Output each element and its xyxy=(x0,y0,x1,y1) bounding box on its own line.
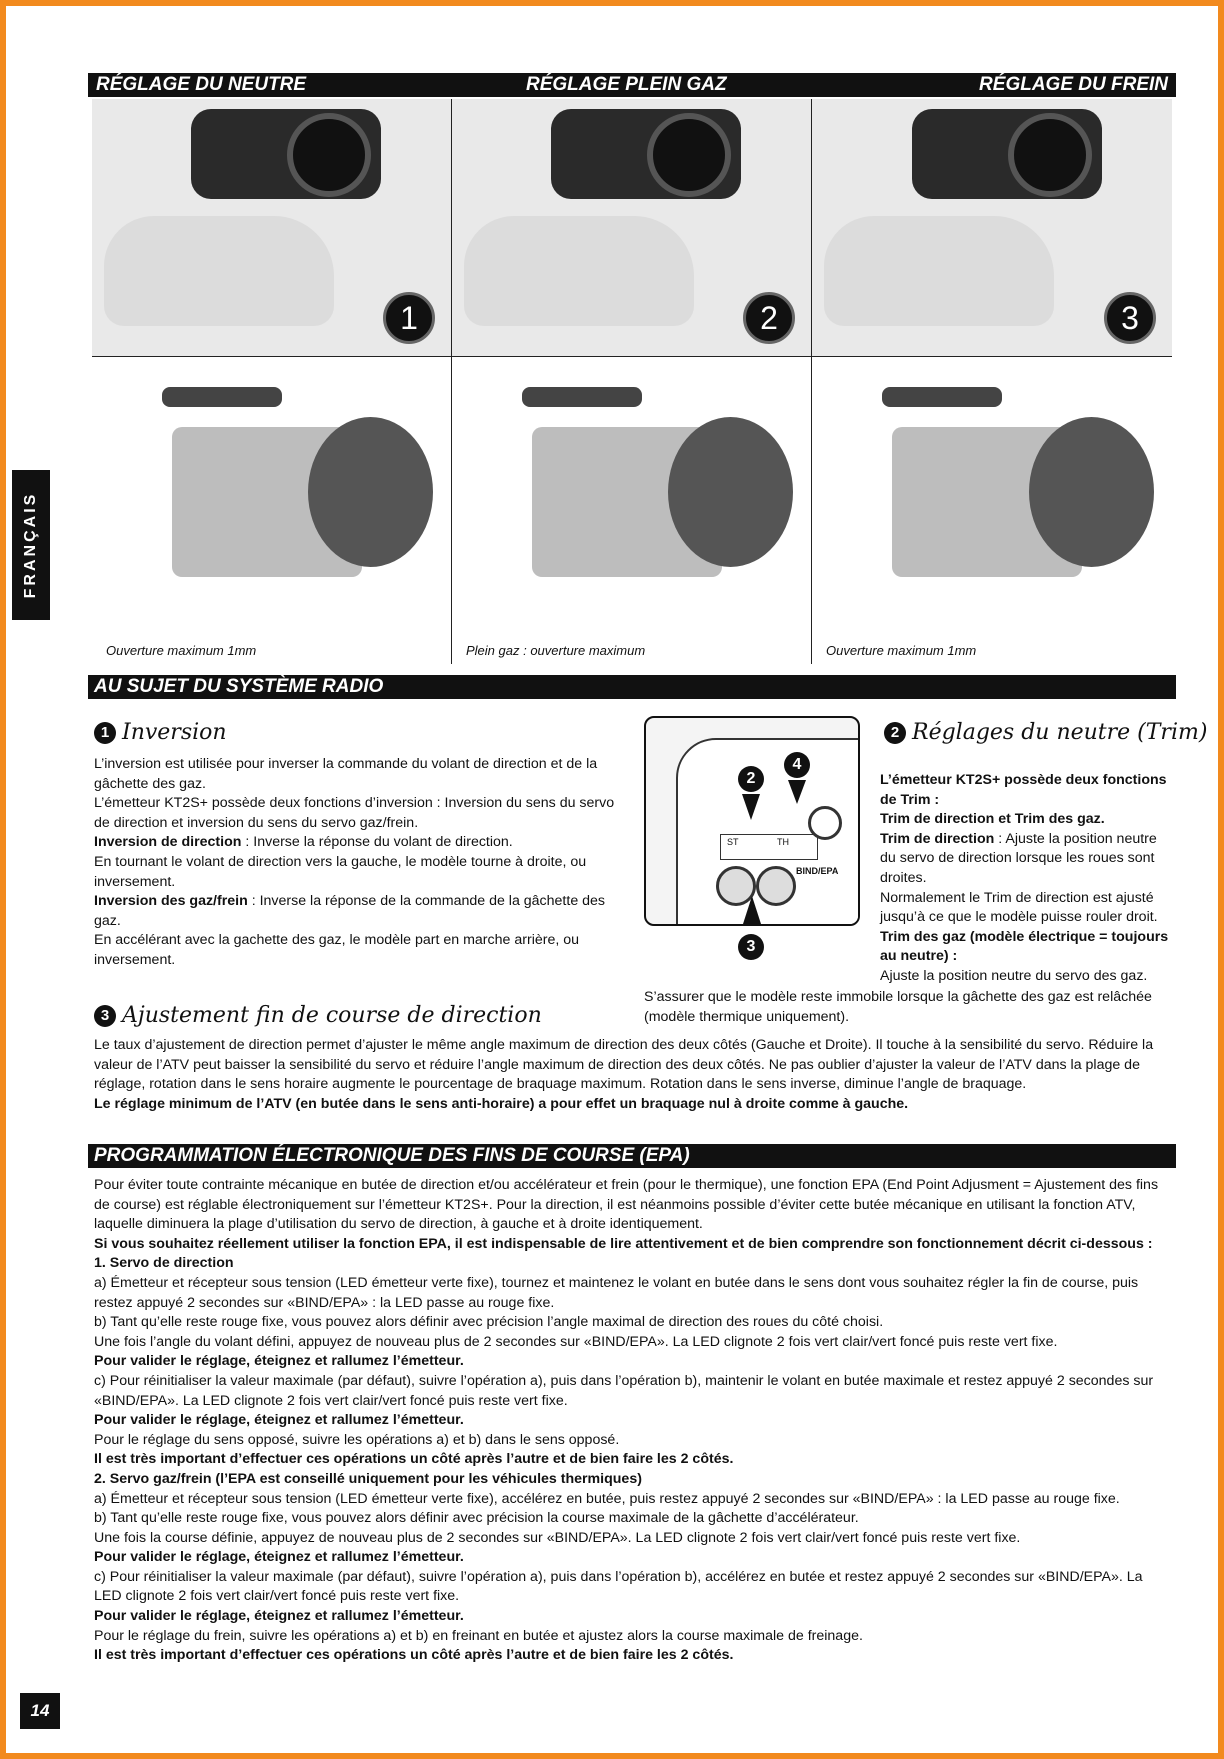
language-tab: FRANÇAIS xyxy=(12,470,50,620)
bind-button xyxy=(808,806,842,840)
linkage-image xyxy=(522,387,642,407)
inversion-text: L’inversion est utilisée pour inverser la commande du volant de direction et de la gâchette des gaz. L’émetteur KT2S+ possède deux fonctions d’inversion : Inversion du sens du servo de direction et inversion du sens du servo gaz/frein. Inversion de direction : Inverse la réponse du volant de direction. En tournant le volant de direction vers la gauche, le modèle tourne à droite, ou inversement. Inversion des gaz/frein : Inverse la réponse de la commande de la gâchette des gaz. En accélérant avec la gachette des gaz, le modèle part en marche arrière, ou inversement. xyxy=(94,756,615,968)
section-number-badge: 1 xyxy=(94,722,116,744)
brake-engine-diagram xyxy=(812,357,1172,664)
neutral-transmitter-photo xyxy=(92,99,452,357)
switch-panel: ST TH xyxy=(720,834,818,860)
step-number-badge: 3 xyxy=(1104,292,1156,344)
callout-2: 2 xyxy=(738,766,764,792)
steering-wheel-image xyxy=(647,113,731,197)
callout-arrow-4 xyxy=(788,780,806,804)
header-full-throttle: RÉGLAGE PLEIN GAZ xyxy=(526,74,727,95)
section-number-badge: 3 xyxy=(94,1005,116,1027)
callout-4: 4 xyxy=(784,752,810,778)
setup-photo-grid xyxy=(92,99,1172,664)
flywheel-image xyxy=(668,417,793,567)
callout-arrow-2 xyxy=(742,794,760,820)
neutral-engine-diagram xyxy=(92,357,452,664)
trim-text-continued: S’assurer que le modèle reste immobile lorsque la gâchette des gaz est relâchée (modèle thermique uniquement). xyxy=(644,989,1152,1025)
transmitter-controls-diagram xyxy=(644,716,860,926)
hand-image xyxy=(464,216,694,326)
trim-knob-right xyxy=(756,866,796,906)
steering-wheel-image xyxy=(287,113,371,197)
section-number-badge: 2 xyxy=(884,722,906,744)
atv-text: Le taux d’ajustement de direction permet d’ajuster le même angle maximum de direction des deux côtés (Gauche et Droite). Il touche à la sensibilité du servo. Réduire la valeur de l’ATV peut baisser la sensibilité du servo et réduire l’angle maximum de direction des deux côtés. Ne pas oublier d’ajuster la valeur de l’ATV dans la plage de réglage, rotation dans le sens horaire augmente le pourcentage de braquage maximum. Rotation dans le sens inverse, diminue l’angle de braquage. Le réglage minimum de l’ATV (en butée dans le sens anti-horaire) a pour effet un braquage nul à droite comme à gauche. xyxy=(94,1037,1154,1112)
diagram-caption: Ouverture maximum 1mm xyxy=(106,643,257,658)
step-number-badge: 2 xyxy=(743,292,795,344)
hand-image xyxy=(104,216,334,326)
atv-title: 3 Ajustement fin de course de direction xyxy=(94,1003,542,1028)
callout-3: 3 xyxy=(738,934,764,960)
full-throttle-engine-diagram xyxy=(452,357,812,664)
bind-label: BIND/EPA xyxy=(796,866,839,876)
flywheel-image xyxy=(1029,417,1154,567)
brake-transmitter-photo xyxy=(812,99,1172,357)
trim-title: 2 Réglages du neutre (Trim) xyxy=(884,720,1207,745)
linkage-image xyxy=(882,387,1002,407)
full-throttle-transmitter-photo xyxy=(452,99,812,357)
callout-arrow-3 xyxy=(743,896,761,924)
settings-header-bar xyxy=(88,73,1176,97)
step-number-badge: 1 xyxy=(383,292,435,344)
radio-section-header: AU SUJET DU SYSTÈME RADIO xyxy=(88,675,1176,699)
diagram-caption: Ouverture maximum 1mm xyxy=(826,643,977,658)
header-neutral: RÉGLAGE DU NEUTRE xyxy=(96,74,307,95)
epa-text: Pour éviter toute contrainte mécanique en butée de direction et/ou accélérateur et frein (pour le thermique), une fonction EPA (End Point Adjusment = Ajustement des fins de course) est réglable électroniquement sur l’émetteur KT2S+. Pour la direction, il est néanmoins possible d’éviter cette butée mécanique en utilisant la fonction ATV, laquelle diminuera la plage d’utilisation du servo de direction, à gauche et à droite identiquement. Si vous souhaitez réellement utiliser la fonction EPA, il est indispensable de lire attentivement et de bien comprendre son fonctionnement décrit ci-dessous : 1. Servo de direction a) Émetteur et récepteur sous tension (LED émetteur verte fixe), tournez et maintenez le volant en butée dans le sens dont vous souhaitez régler la fin de course, puis restez appuyé 2 secondes sur «BIND/EPA» : la LED passe au rouge fixe. b) Tant qu’elle reste rouge fixe, vous pouvez alors définir avec précision l’angle maximal de direction des roues du côté choisi. Une fois l’angle du volant défini, appuyez de nouveau plus de 2 secondes sur «BIND/EPA». La LED clignote 2 fois vert clair/vert foncé puis reste vert fixe. Pour valider le réglage, éteignez et rallumez l’émetteur. c) Pour réinitialiser la valeur maximale (par défaut), suivre l’opération a), puis dans l’opération b), maintenir le volant en butée maximale et restez appuyé 2 secondes sur «BIND/EPA». La LED clignote 2 fois vert clair/vert foncé puis reste vert fixe. Pour valider le réglage, éteignez et rallumez l’émetteur. Pour le réglage du sens opposé, suivre les opérations a) et b) dans le sens opposé. Il est très important d’effectuer ces opérations un côté après l’autre et de bien faire les 2 côtés. 2. Servo gaz/frein (l’EPA est conseillé uniquement pour les véhicules thermiques) a) Émetteur et récepteur sous tension (LED émetteur verte fixe), accélérez en butée, puis restez appuyé 2 secondes sur «BIND/EPA» : la LED passe au rouge fixe. b) Tant qu’elle reste rouge fixe, vous pouvez alors définir avec précision la course maximale de la gâchette d’accélérateur. Une fois la course définie, appuyez de nouveau plus de 2 secondes sur «BIND/EPA». La LED clignote 2 fois vert clair/vert foncé puis reste vert fixe. Pour valider le réglage, éteignez et rallumez l’émetteur. c) Pour réinitialiser la valeur maximale (par défaut), suivre l’opération a), puis dans l’opération b), accélérez en butée et restez appuyé 2 secondes sur «BIND/EPA». La LED clignote 2 fois vert clair/vert foncé puis reste vert fixe. Pour valider le réglage, éteignez et rallumez l’émetteur. Pour le réglage du frein, suivre les opérations a) et b) en freinant en butée et ajustez alors la course maximale de freinage. Il est très important d’effectuer ces opérations un côté après l’autre et de bien faire les 2 côtés. xyxy=(94,1177,1159,1664)
hand-image xyxy=(824,216,1054,326)
steering-wheel-image xyxy=(1008,113,1092,197)
header-brake: RÉGLAGE DU FREIN xyxy=(979,74,1168,95)
trim-text: L’émetteur KT2S+ possède deux fonctions de Trim : Trim de direction et Trim des gaz. Trim de direction : Ajuste la position neutre du servo de direction lorsque les roues sont droites. Normalement le Trim de direction est ajusté jusqu’à ce que le modèle puisse rouler droit. Trim des gaz (modèle électrique = toujours au neutre) : Ajuste la position neutre du servo des gaz. xyxy=(880,772,1169,984)
flywheel-image xyxy=(308,417,433,567)
epa-section-header: PROGRAMMATION ÉLECTRONIQUE DES FINS DE COURSE (EPA) xyxy=(88,1144,1176,1168)
linkage-image xyxy=(162,387,282,407)
page-number: 14 xyxy=(20,1693,60,1729)
inversion-title: 1 Inversion xyxy=(94,720,227,745)
diagram-caption: Plein gaz : ouverture maximum xyxy=(466,643,646,658)
